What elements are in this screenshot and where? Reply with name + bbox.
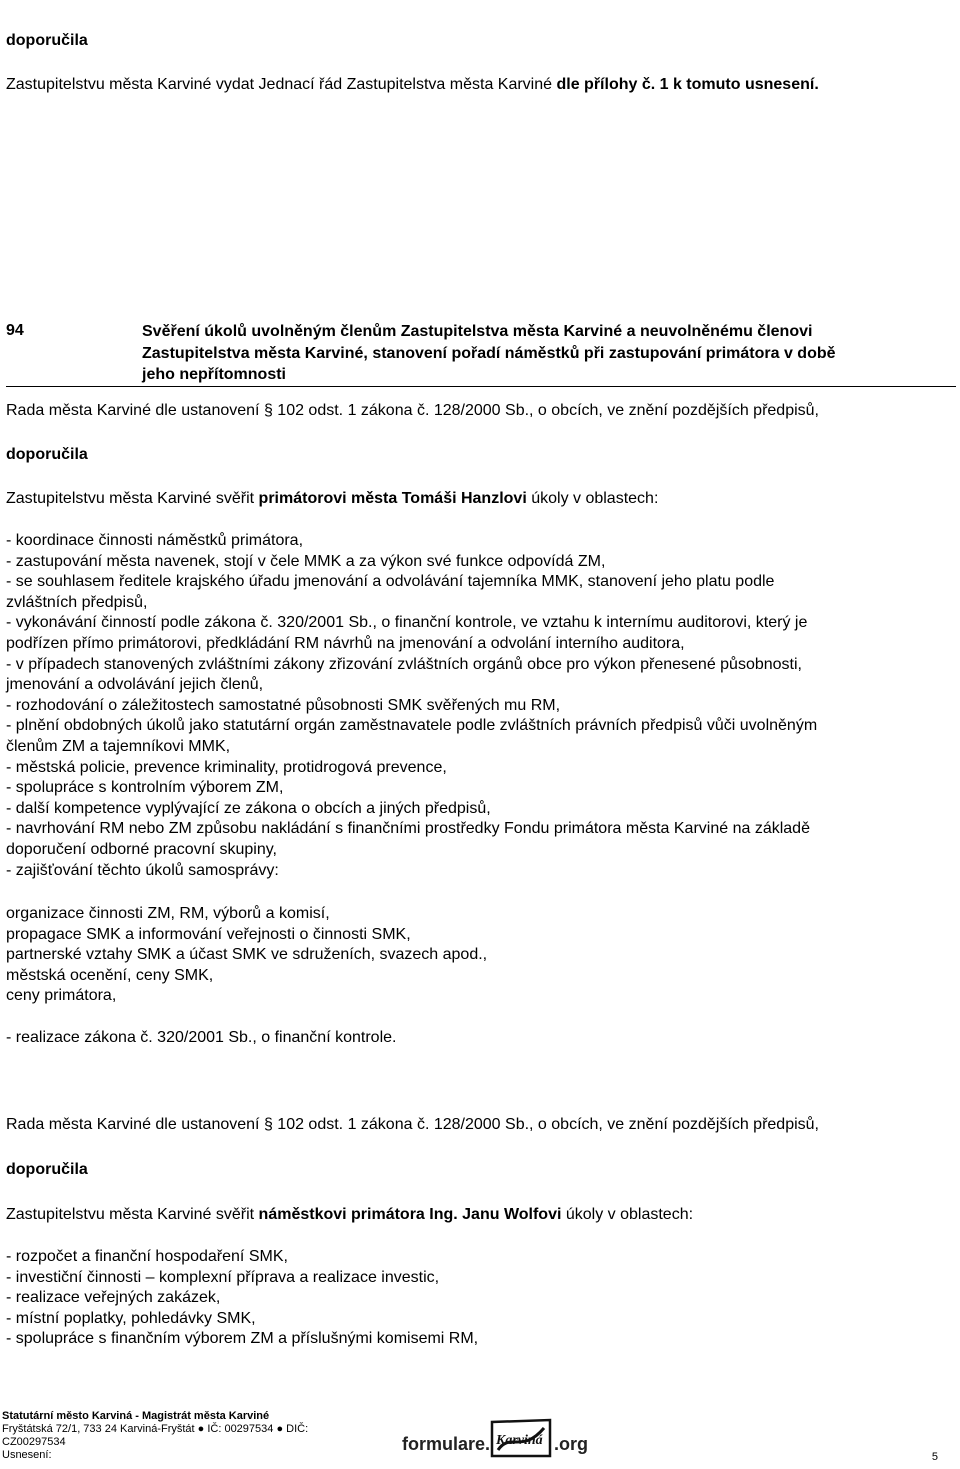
list-item: - rozhodování o záležitostech samostatné působnosti SMK svěřených mu RM,	[6, 696, 561, 714]
assignment-intro-part: Zastupitelstvu města Karviné svěřit	[6, 490, 259, 507]
footer-organization: Statutární město Karviná - Magistrát města Karviné	[2, 1410, 270, 1422]
list-item: - vykonávání činností podle zákona č. 320/2001 Sb., o finanční kontrole, ve vztahu k internímu auditorovi, který je	[6, 614, 808, 632]
list-item: doporučení odborné pracovní skupiny,	[6, 840, 277, 858]
list-item: - místní poplatky, pohledávky SMK,	[6, 1309, 256, 1327]
list-item: - realizace veřejných zakázek,	[6, 1289, 221, 1307]
formulare-karvina-logo	[400, 1404, 620, 1462]
duties-list	[6, 1247, 954, 1350]
list-item: propagace SMK a informování veřejnosti o činnosti SMK,	[6, 925, 411, 943]
paragraph-sign: §	[263, 402, 273, 419]
duties-list	[6, 531, 954, 881]
council-statement-part: Rada města Karviné dle ustanovení	[6, 1116, 264, 1133]
list-item: - spolupráce s kontrolním výborem ZM,	[6, 779, 284, 797]
item-title	[142, 321, 836, 386]
recommendation-text-part: Zastupitelstvu města Karviné vydat Jednací řád Zastupitelstva města Karviné	[6, 76, 557, 93]
list-item: - další kompetence vyplývající ze zákona o obcích a jiných předpisů,	[6, 799, 491, 817]
list-item: partnerské vztahy SMK a účast SMK ve sdruženích, svazech apod.,	[6, 946, 488, 964]
council-statement-part: 102 odst. 1 zákona č. 128/2000 Sb., o obcích, ve znění pozdějších předpisů,	[272, 402, 819, 419]
footer-resolution-label: Usnesení:	[2, 1449, 52, 1461]
list-item: - investiční činnosti – komplexní příprava a realizace investic,	[6, 1268, 440, 1286]
recommendation-text-bold: dle přílohy č. 1 k tomuto usnesení.	[556, 76, 819, 93]
list-item: členům ZM a tajemníkovi MMK,	[6, 737, 231, 755]
list-item: - městská policie, prevence kriminality, protidrogová prevence,	[6, 758, 447, 776]
list-item: - zastupování města navenek, stojí v čele MMK a za výkon své funkce odpovídá ZM,	[6, 552, 606, 570]
list-item: jmenování a odvolávání jejich členů,	[6, 676, 264, 694]
list-item: - realizace zákona č. 320/2001 Sb., o finanční kontrole.	[6, 1029, 397, 1046]
logo-text-right: .org	[554, 1434, 588, 1454]
item-title-line: jeho nepřítomnosti	[142, 366, 286, 383]
list-item: - navrhování RM nebo ZM způsobu nakládání s finančními prostředky Fondu primátora města Karviné na základě	[6, 820, 810, 838]
list-item: - v případech stanovených zvláštními zákony zřizování zvláštních orgánů obce pro výkon přenesené působnosti,	[6, 655, 802, 673]
assignee-name: náměstkovi primátora Ing. Janu Wolfovi	[258, 1206, 562, 1223]
list-item: městská ocenění, ceny SMK,	[6, 966, 214, 984]
assignment-intro-part: úkoly v oblastech:	[526, 490, 659, 507]
assignment-intro	[6, 1205, 954, 1226]
list-item: podřízen přímo primátorovi, předkládání RM návrhů na jmenování a odvolání interního auditora,	[6, 634, 685, 652]
logo-text-left: formulare.	[402, 1434, 491, 1454]
list-item: - spolupráce s finančním výborem ZM a příslušnými komisemi RM,	[6, 1330, 479, 1348]
list-item: - zajišťování těchto úkolů samosprávy:	[6, 861, 279, 879]
footer-address: Fryštátská 72/1, 733 24 Karviná-Fryštát ● IČ: 00297534 ● DIČ:	[2, 1423, 309, 1435]
recommendation-label: doporučila	[6, 1161, 88, 1178]
list-item: - se souhlasem ředitele krajského úřadu jmenování a odvolávání tajemníka MMK, stanovení jeho platu podle	[6, 573, 775, 591]
recommendation-label: doporučila	[6, 446, 88, 463]
heading-divider	[6, 386, 956, 387]
footer-dic: CZ00297534	[2, 1436, 66, 1448]
list-item: - koordinace činnosti náměstků primátora,	[6, 532, 304, 549]
council-statement-part: Rada města Karviné dle ustanovení	[6, 402, 264, 419]
list-item: zvláštních předpisů,	[6, 593, 148, 611]
paragraph-sign: §	[263, 1116, 273, 1133]
recommendation-text	[6, 75, 954, 96]
list-item: - rozpočet a finanční hospodaření SMK,	[6, 1248, 288, 1265]
assignee-name: primátorovi města Tomáši Hanzlovi	[258, 490, 527, 507]
item-number: 94	[6, 322, 24, 339]
list-item: organizace činnosti ZM, RM, výborů a komisí,	[6, 905, 330, 922]
page-number: 5	[931, 1451, 938, 1463]
item-title-line: Zastupitelstva města Karviné, stanovení pořadí náměstků při zastupování primátora v době	[142, 344, 836, 362]
list-item: ceny primátora,	[6, 987, 117, 1005]
logo-text-mid: Karviná	[496, 1433, 543, 1448]
council-statement-part: 102 odst. 1 zákona č. 128/2000 Sb., o obcích, ve znění pozdějších předpisů,	[272, 1116, 819, 1133]
item-title-line: Svěření úkolů uvolněným členům Zastupitelstva města Karviné a neuvolněnému členovi	[142, 323, 813, 340]
council-statement	[6, 401, 954, 422]
list-item: - plnění obdobných úkolů jako statutární orgán zaměstnavatele podle zvláštních právních předpisů vůči uvolněným	[6, 717, 818, 735]
recommendation-label: doporučila	[6, 32, 88, 49]
assignment-intro	[6, 489, 954, 510]
assignment-intro-part: Zastupitelstvu města Karviné svěřit	[6, 1206, 259, 1223]
council-statement	[6, 1115, 954, 1136]
self-government-tasks-list	[6, 904, 954, 1007]
assignment-intro-part: úkoly v oblastech:	[561, 1206, 694, 1223]
